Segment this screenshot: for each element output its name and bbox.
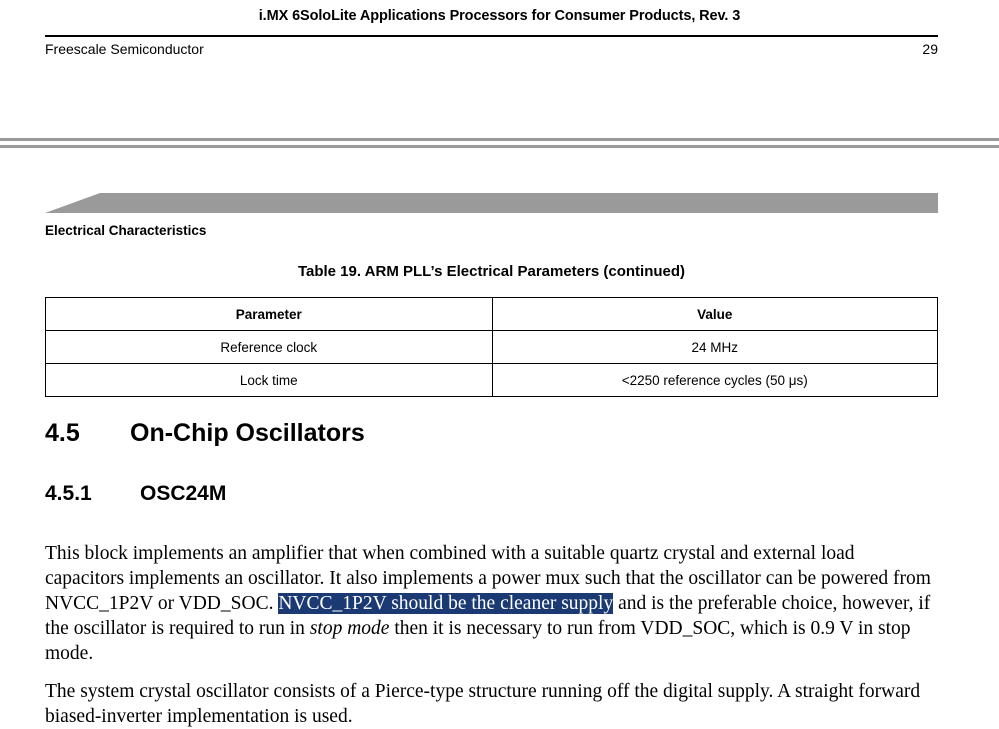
selected-text-highlight[interactable]: NVCC_1P2V should be the cleaner supply <box>278 592 614 614</box>
body-paragraph-2: The system crystal oscillator consists of a Pierce-type structure running off the digital supply. A straight forward biased-inverter implementation is used. <box>45 680 921 727</box>
table-cell-value: <2250 reference cycles (50 μs) <box>492 364 938 397</box>
table-cell-parameter: Reference clock <box>46 331 493 364</box>
header-rule <box>45 35 938 37</box>
footer-company-name: Freescale Semiconductor <box>45 41 204 57</box>
table-header-parameter: Parameter <box>46 298 493 331</box>
table-cell-parameter: Lock time <box>46 364 493 397</box>
subheading-title: OSC24M <box>140 482 227 505</box>
paragraph-text-after-highlight: and is the preferable choice, however, if the oscillator is required to run in <box>45 592 931 639</box>
table-header-row <box>46 298 938 331</box>
heading-on-chip-oscillators <box>45 419 365 448</box>
subheading-number: 4.5.1 <box>45 482 92 505</box>
body-paragraph-1 <box>45 541 938 666</box>
running-head: i.MX 6SoloLite Applications Processors for Consumer Products, Rev. 3 <box>258 8 741 24</box>
table-cell-value: 24 MHz <box>492 331 938 364</box>
heading-osc24m <box>45 482 226 506</box>
paragraph-text-before-highlight: This block implements an amplifier that when combined with a suitable quartz crystal and external load capacitors implements an oscillator. It also implements a power mux such that the oscillator can be powered from NVCC_1P2V or VDD_SOC. <box>45 542 931 614</box>
heading-title: On-Chip Oscillators <box>130 419 365 447</box>
page-break-line-bottom <box>0 145 999 148</box>
heading-number: 4.5 <box>45 419 80 447</box>
table-row <box>46 331 938 364</box>
paragraph-italic-term: stop mode <box>309 617 390 639</box>
chapter-section-label: Electrical Characteristics <box>45 223 207 238</box>
table-caption: Table 19. ARM PLL’s Electrical Parameters (continued) <box>297 263 686 280</box>
header-decorative-wedge <box>45 193 938 213</box>
electrical-parameters-table <box>45 297 938 397</box>
table-row <box>46 364 938 397</box>
paragraph-text-tail: then it is necessary to run from VDD_SOC, which is 0.9 V in stop mode. <box>45 617 911 664</box>
footer-page-number: 29 <box>922 41 938 57</box>
table-header-value: Value <box>492 298 938 331</box>
